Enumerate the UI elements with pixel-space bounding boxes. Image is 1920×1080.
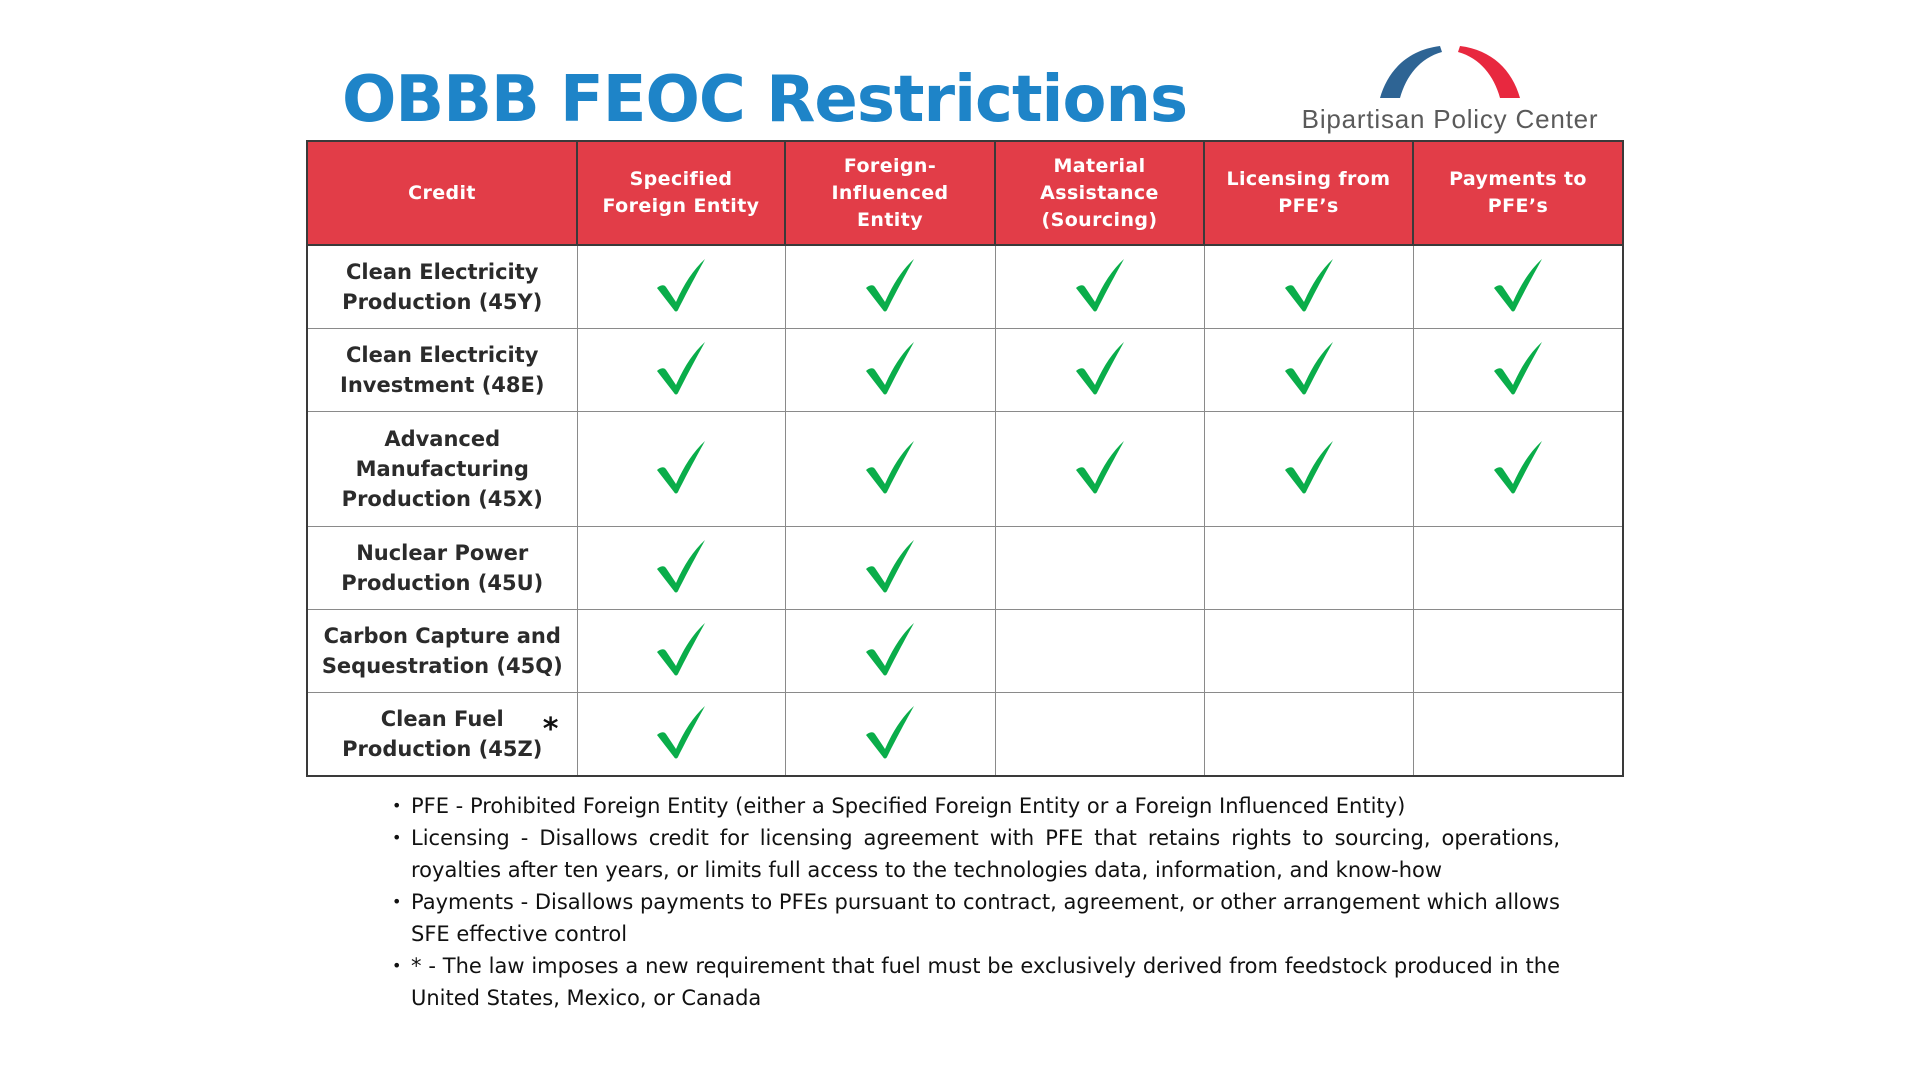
restriction-cell xyxy=(577,329,785,412)
column-header xyxy=(1413,141,1623,245)
restriction-cell xyxy=(577,245,785,329)
table-row xyxy=(307,693,1623,777)
column-header xyxy=(307,141,577,245)
footnote-licensing: • Licensing - Disallows credit for licensing agreement with PFE that retains rights to sourcing, operations, royalties after ten years, or limits full access to the technologies data, information, and know-how xyxy=(392,822,1560,886)
checkmark-icon xyxy=(1074,440,1126,494)
checkmark-icon xyxy=(1283,440,1335,494)
credit-name-line: Investment (48E) xyxy=(340,373,545,397)
restriction-cell xyxy=(995,329,1204,412)
column-header-line: PFE’s xyxy=(1487,195,1549,217)
checkmark-icon xyxy=(864,440,916,494)
restriction-cell xyxy=(995,527,1204,610)
restriction-cell xyxy=(785,693,995,777)
column-header-line: Foreign Entity xyxy=(602,195,760,217)
credit-name-line: Carbon Capture and xyxy=(323,624,561,648)
checkmark-icon xyxy=(655,622,707,676)
credit-name-line: Production (45Y) xyxy=(342,290,543,314)
restriction-cell xyxy=(785,527,995,610)
credit-name-line: Clean Fuel xyxy=(380,707,504,731)
column-header xyxy=(785,141,995,245)
restriction-cell xyxy=(577,610,785,693)
bpc-logo xyxy=(1290,42,1610,138)
column-header-line: Assistance xyxy=(1040,181,1159,204)
column-header xyxy=(577,141,785,245)
credit-name-cell xyxy=(307,412,577,527)
restriction-cell xyxy=(995,693,1204,777)
restriction-cell xyxy=(785,245,995,329)
column-header-line: Payments to xyxy=(1449,168,1587,190)
column-header-line: Material xyxy=(1053,154,1146,177)
restriction-cell xyxy=(995,610,1204,693)
column-header-line: Entity xyxy=(857,208,923,231)
credit-name-line: Sequestration (45Q) xyxy=(321,654,563,678)
restriction-cell xyxy=(1204,412,1413,527)
credit-name-line: Clean Electricity xyxy=(346,343,539,367)
footnote-asterisk: * xyxy=(542,712,559,747)
column-header-line: Licensing from xyxy=(1226,168,1391,190)
restriction-cell xyxy=(577,693,785,777)
table-row xyxy=(307,412,1623,527)
checkmark-icon xyxy=(864,705,916,759)
restriction-cell xyxy=(1413,693,1623,777)
footnote-pfe: • PFE - Prohibited Foreign Entity (either a Specified Foreign Entity or a Foreign Influenced Entity) xyxy=(392,790,1560,822)
restriction-cell xyxy=(577,527,785,610)
restriction-cell xyxy=(785,329,995,412)
credit-name-line: Manufacturing xyxy=(355,457,529,481)
column-header-line: Influenced xyxy=(831,181,949,204)
credit-name-cell xyxy=(307,610,577,693)
credit-name-line: Production (45Z) xyxy=(342,737,543,761)
restriction-cell xyxy=(1413,412,1623,527)
restriction-cell xyxy=(995,245,1204,329)
logo-text: Bipartisan Policy Center xyxy=(1301,104,1599,134)
credit-name-cell xyxy=(307,329,577,412)
credit-name-line: Production (45X) xyxy=(341,487,543,511)
checkmark-icon xyxy=(1283,258,1335,312)
footnote-payments: • Payments - Disallows payments to PFEs pursuant to contract, agreement, or other arrangement which allows SFE effective control xyxy=(392,886,1560,950)
restriction-cell xyxy=(1413,610,1623,693)
credit-name-line: Advanced xyxy=(384,427,501,451)
footnotes xyxy=(392,790,1560,1014)
checkmark-icon xyxy=(1074,258,1126,312)
restriction-cell xyxy=(1413,527,1623,610)
checkmark-icon xyxy=(655,440,707,494)
column-header-line: Credit xyxy=(408,181,476,204)
checkmark-icon xyxy=(655,539,707,593)
credit-name-cell xyxy=(307,527,577,610)
table-row xyxy=(307,329,1623,412)
restriction-cell xyxy=(1204,610,1413,693)
checkmark-icon xyxy=(1283,341,1335,395)
credit-name-line: Production (45U) xyxy=(341,571,544,595)
credit-name-cell xyxy=(307,693,577,777)
checkmark-icon xyxy=(1074,341,1126,395)
footnote-feedstock: • * - The law imposes a new requirement that fuel must be exclusively derived from feedstock produced in the United States, Mexico, or Canada xyxy=(392,950,1560,1014)
credit-name-line: Nuclear Power xyxy=(356,541,529,565)
column-header-line: Foreign- xyxy=(843,154,937,177)
restriction-cell xyxy=(1413,329,1623,412)
arch-icon xyxy=(1378,42,1522,100)
column-header xyxy=(995,141,1204,245)
column-header-line: (Sourcing) xyxy=(1041,208,1158,231)
checkmark-icon xyxy=(655,341,707,395)
table-row xyxy=(307,245,1623,329)
checkmark-icon xyxy=(864,258,916,312)
table-row xyxy=(307,527,1623,610)
credit-name-cell xyxy=(307,245,577,329)
checkmark-icon xyxy=(864,622,916,676)
checkmark-icon xyxy=(655,705,707,759)
restriction-cell xyxy=(785,610,995,693)
restriction-cell xyxy=(1204,245,1413,329)
table-row xyxy=(307,610,1623,693)
feoc-restrictions-table xyxy=(306,140,1624,777)
column-header-line: Specified xyxy=(629,168,733,190)
checkmark-icon xyxy=(1492,258,1544,312)
checkmark-icon xyxy=(1492,440,1544,494)
restriction-cell xyxy=(1204,693,1413,777)
restriction-cell xyxy=(785,412,995,527)
column-header xyxy=(1204,141,1413,245)
credit-name-line: Clean Electricity xyxy=(346,260,539,284)
restriction-cell xyxy=(1204,329,1413,412)
checkmark-icon xyxy=(1492,341,1544,395)
restriction-cell xyxy=(995,412,1204,527)
restriction-cell xyxy=(1413,245,1623,329)
checkmark-icon xyxy=(864,341,916,395)
checkmark-icon xyxy=(655,258,707,312)
restriction-cell xyxy=(1204,527,1413,610)
column-header-line: PFE’s xyxy=(1278,195,1339,217)
table-header-row xyxy=(307,141,1623,245)
page-title: OBBB FEOC Restrictions xyxy=(342,63,1188,137)
checkmark-icon xyxy=(864,539,916,593)
restriction-cell xyxy=(577,412,785,527)
